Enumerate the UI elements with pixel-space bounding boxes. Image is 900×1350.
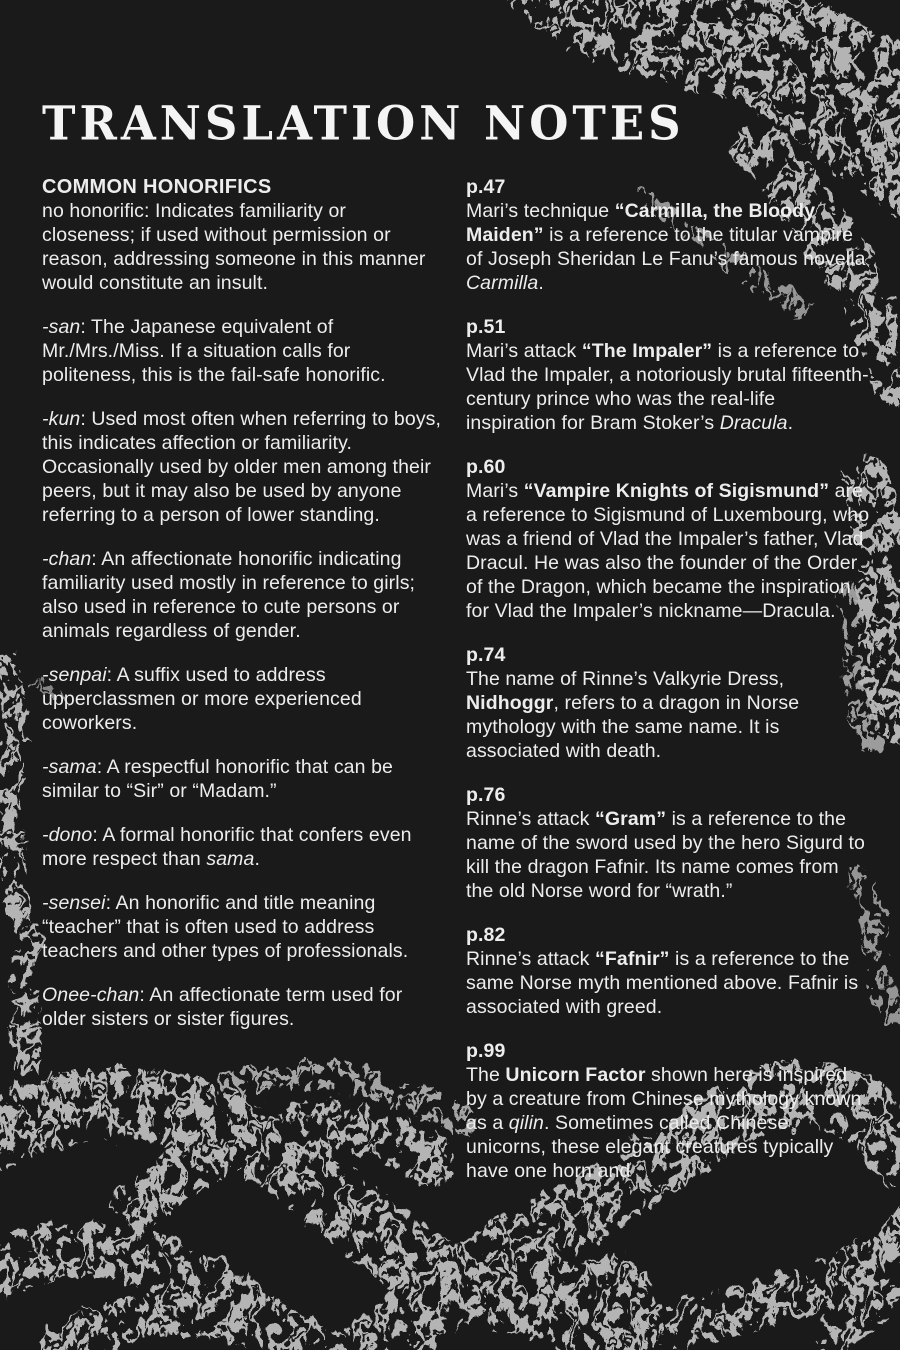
columns bbox=[42, 175, 870, 1183]
honorific-entry-dono bbox=[42, 823, 444, 871]
text-run: is a reference to the same Norse myth mentioned above. Fafnir is associated with greed. bbox=[466, 948, 859, 1018]
page-title: TRANSLATION NOTES bbox=[42, 96, 685, 152]
text-run: Mari’s bbox=[466, 480, 524, 502]
text-run: : A suffix used to address upperclassmen or more experienced coworkers. bbox=[42, 664, 362, 734]
text-run: qilin bbox=[508, 1112, 544, 1134]
text-run: is a reference to Vlad the Impaler, a notoriously brutal fifteenth-century prince who was the real-life inspiration for Bram Stoker’s bbox=[466, 340, 869, 434]
text-run: -san bbox=[42, 316, 81, 338]
note-entry-p51 bbox=[466, 315, 870, 435]
text-run: : Used most often when referring to boys, this indicates affection or familiarity. Occasionally used by older men among their peers, but it may also be used by anyone referring to a person of lower standing. bbox=[42, 408, 442, 526]
note-page-label: p.76 bbox=[466, 784, 506, 806]
text-run: : An affectionate honorific indicating familiarity used mostly in reference to girls; also used in reference to cute persons or animals regardless of gender. bbox=[42, 548, 416, 642]
text-run: : A formal honorific that confers even more respect than bbox=[42, 824, 412, 870]
text-run: : A respectful honorific that can be similar to “Sir” or “Madam.” bbox=[42, 756, 393, 802]
text-run: Mari’s technique bbox=[466, 200, 615, 222]
text-run: Rinne’s attack bbox=[466, 808, 596, 830]
note-page-label: p.99 bbox=[466, 1040, 506, 1062]
note-text bbox=[466, 948, 858, 1018]
note-text bbox=[466, 200, 866, 294]
honorific-entry-chan bbox=[42, 547, 444, 643]
text-run: “The Impaler” bbox=[581, 340, 713, 362]
text-run: Unicorn Factor bbox=[505, 1064, 646, 1086]
note-entry-p76 bbox=[466, 783, 870, 903]
text-run: Mari’s attack bbox=[466, 340, 582, 362]
text-run: : The Japanese equivalent of Mr./Mrs./Miss. If a situation calls for politeness, this is the fail-safe honorific. bbox=[42, 316, 386, 386]
honorifics-column bbox=[42, 175, 444, 1183]
note-text bbox=[466, 480, 869, 622]
honorifics-heading: COMMON HONORIFICS bbox=[42, 176, 272, 198]
text-run: “Gram” bbox=[595, 808, 667, 830]
text-run: Carmilla bbox=[466, 272, 539, 294]
text-run: are a reference to Sigismund of Luxembourg, who was a friend of Vlad the Impaler’s father, Vlad Dracul. He was also the founder of the Order of the Dragon, which became the inspiration for Vlad the Impaler’s nickname—Dracula. bbox=[466, 480, 870, 622]
note-page-label: p.51 bbox=[466, 316, 506, 338]
text-run: sama bbox=[206, 848, 255, 870]
honorific-entry-none bbox=[42, 199, 444, 295]
text-run: -chan bbox=[42, 548, 92, 570]
grunge-stroke bbox=[60, 1316, 330, 1350]
text-run: Nidhoggr bbox=[466, 692, 554, 714]
text-run: -sensei bbox=[42, 892, 106, 914]
honorific-entry-san bbox=[42, 315, 444, 387]
text-run: -kun bbox=[42, 408, 81, 430]
text-run: The name of Rinne’s Valkyrie Dress, bbox=[466, 668, 785, 690]
text-run: . bbox=[787, 412, 794, 434]
text-run: The bbox=[466, 1064, 506, 1086]
note-text bbox=[466, 340, 869, 434]
text-run: Rinne’s attack bbox=[466, 948, 596, 970]
text-run: -senpai bbox=[42, 664, 107, 686]
text-run: -dono bbox=[42, 824, 93, 846]
honorific-entry-oneechan bbox=[42, 983, 444, 1031]
honorific-entry-kun bbox=[42, 407, 444, 527]
text-run: “Vampire Knights of Sigismund” bbox=[523, 480, 830, 502]
note-page-label: p.82 bbox=[466, 924, 506, 946]
notes-column bbox=[466, 175, 870, 1183]
note-entry-p82 bbox=[466, 923, 870, 1019]
note-entry-p60 bbox=[466, 455, 870, 623]
note-page-label: p.74 bbox=[466, 644, 506, 666]
note-entry-p74 bbox=[466, 643, 870, 763]
honorific-entry-sama bbox=[42, 755, 444, 803]
text-run: shown here is inspired by a creature from Chinese mythology known as a bbox=[466, 1064, 862, 1134]
text-run: “Carmilla, the Bloody Maiden” bbox=[466, 200, 816, 246]
honorific-entry-senpai bbox=[42, 663, 444, 735]
note-text bbox=[466, 668, 799, 762]
text-run: -sama bbox=[42, 756, 97, 778]
text-run: “Fafnir” bbox=[595, 948, 670, 970]
text-run: . bbox=[538, 272, 544, 294]
text-run: : An honorific and title meaning “teacher” that is often used to address teachers and other types of professionals. bbox=[42, 892, 409, 962]
honorific-entry-sensei bbox=[42, 891, 444, 963]
note-page-label: p.47 bbox=[466, 176, 506, 198]
note-text bbox=[466, 808, 865, 902]
text-run: no honorific: Indicates familiarity or closeness; if used without permission or reason, addressing someone in this manner would constitute an insult. bbox=[42, 200, 426, 294]
text-run: . Sometimes called Chinese unicorns, these elegant creatures typically have one horn and bbox=[466, 1112, 834, 1182]
note-entry-p47 bbox=[466, 175, 870, 295]
text-run: : An affectionate term used for older sisters or sister figures. bbox=[42, 984, 403, 1030]
text-run: is a reference to the titular vampire of Joseph Sheridan Le Fanu’s famous novella bbox=[466, 224, 866, 270]
note-page-label: p.60 bbox=[466, 456, 506, 478]
text-run: , refers to a dragon in Norse mythology with the same name. It is associated with death. bbox=[466, 692, 800, 762]
text-run: Dracula bbox=[719, 412, 788, 434]
text-run: is a reference to the name of the sword used by the hero Sigurd to kill the dragon Fafnir. Its name comes from the old Norse word for “wrath.” bbox=[466, 808, 865, 902]
text-run: . bbox=[254, 848, 261, 870]
text-run: Onee-chan bbox=[42, 984, 140, 1006]
note-entry-p99 bbox=[466, 1039, 870, 1183]
note-text bbox=[466, 1064, 861, 1182]
